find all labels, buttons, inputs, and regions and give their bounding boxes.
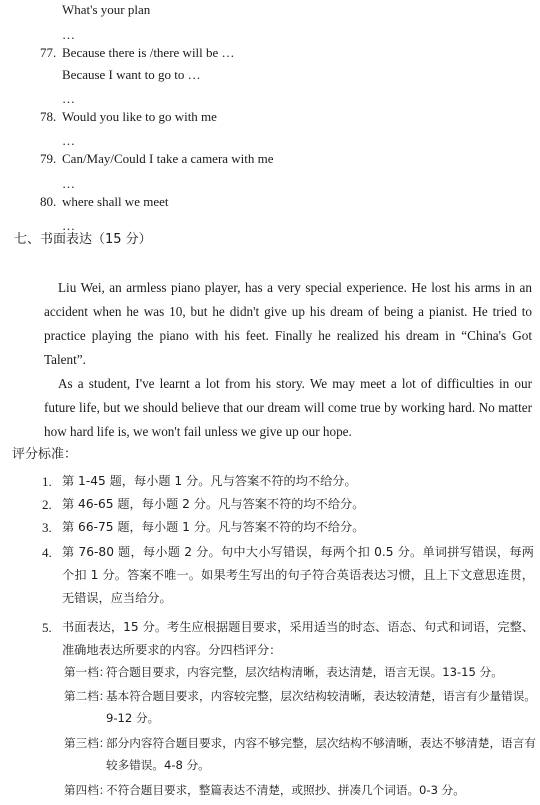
- essay-paragraph-2: As a student, I've learnt a lot from his story. We may meet a lot of difficulties in our future life, but we should believe that our dream will come true by working hard. No matter how hard life is, we won't fail unless we give up our hope.: [44, 376, 532, 439]
- criterion-text: 第 46-65 题，每小题 2 分。凡与答案不符的均不给分。: [62, 497, 365, 511]
- tier-label: 第四档：: [64, 783, 111, 797]
- answer-80-line1: where shall we meet: [62, 194, 169, 209]
- grading-title: 评分标准：: [12, 447, 78, 462]
- criterion-text: 第 1-45 题，每小题 1 分。凡与答案不符的均不给分。: [62, 474, 357, 488]
- ellipsis: …: [62, 176, 76, 191]
- tier-text: 不符合题目要求，整篇表达不清楚，或照抄、拼凑几个词语。0-3 分。: [106, 783, 465, 797]
- criterion-text: 第 76-80 题，每小题 2 分。句中大小写错误，每两个扣 0.5 分。单词拼写错误，每两个扣 1 分。答案不唯一。如果考生写出的句子符合英语表达习惯，且上下文意思连贯，无错误，应当给分。: [62, 545, 534, 605]
- tier-row: [64, 685, 536, 729]
- answer-76-line: What's your plan: [62, 2, 151, 17]
- criterion-number: 1.: [42, 474, 52, 489]
- criterion-number: 5.: [42, 620, 52, 635]
- ellipsis: …: [62, 218, 76, 233]
- criterion-number: 4.: [42, 545, 52, 560]
- answer-78-number: 78.: [40, 109, 57, 124]
- essay-paragraph-1: Liu Wei, an armless piano player, has a very special experience. He lost his arms in an accident when he was 10, but he didn't give up his dream of being a pianist. He tried to practice playing the piano with his feet. Finally he realized his dream in “China's Got Talent”.: [44, 280, 532, 367]
- tier-label: 第三档：: [64, 736, 111, 750]
- answer-77-line2: Because I want to go to …: [62, 67, 201, 82]
- section-heading: 七、书面表达（15 分）: [14, 232, 152, 247]
- criterion-number: 3.: [42, 520, 52, 535]
- ellipsis: …: [62, 91, 76, 106]
- answer-79-number: 79.: [40, 151, 57, 166]
- answer-79-line1: Can/May/Could I take a camera with me: [62, 151, 274, 166]
- tier-text: 符合题目要求，内容完整，层次结构清晰，表达清楚，语言无误。13-15 分。: [106, 665, 503, 679]
- ellipsis: …: [62, 133, 76, 148]
- tier-label: 第一档：: [64, 665, 111, 679]
- tier-row: [64, 661, 536, 683]
- tier-row: [64, 732, 536, 776]
- criterion-text: 书面表达，15 分。考生应根据题目要求，采用适当的时态、语态、句式和词语，完整、准确地表达所要求的内容。分四档评分：: [62, 620, 534, 657]
- answer-80-number: 80.: [40, 194, 57, 209]
- ellipsis: …: [62, 27, 76, 42]
- answer-77-number: 77.: [40, 45, 57, 60]
- tier-text: 基本符合题目要求，内容较完整，层次结构较清晰，表达较清楚，语言有少量错误。9-12 分。: [106, 689, 536, 725]
- answer-78-line1: Would you like to go with me: [62, 109, 217, 124]
- tier-label: 第二档：: [64, 689, 111, 703]
- criterion-text: 第 66-75 题，每小题 1 分。凡与答案不符的均不给分。: [62, 520, 365, 534]
- tier-row: [64, 779, 536, 801]
- criterion-number: 2.: [42, 497, 52, 512]
- tier-text: 部分内容符合题目要求，内容不够完整，层次结构不够清晰，表达不够清楚，语言有较多错误。4-8 分。: [106, 736, 536, 772]
- answer-77-line1: Because there is /there will be …: [62, 45, 235, 60]
